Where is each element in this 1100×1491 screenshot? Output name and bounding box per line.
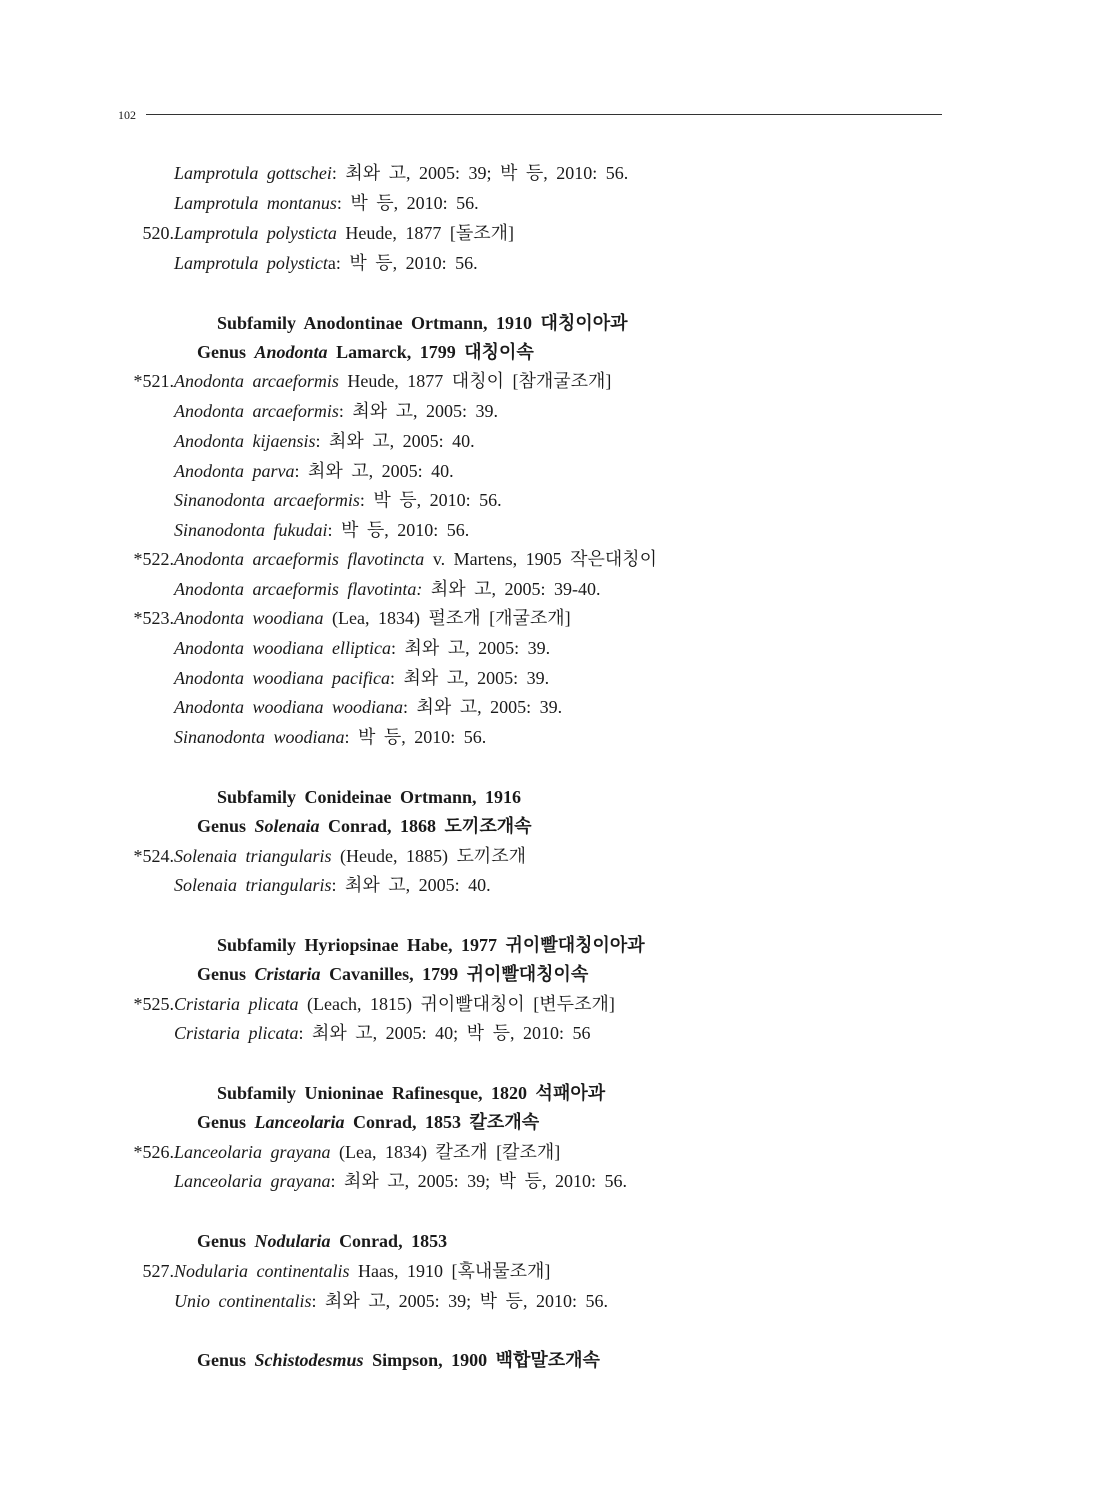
synonym-line — [174, 578, 600, 600]
taxon-name: Nodularia — [254, 1231, 331, 1251]
citation-text: Subfamily Hyriopsinae Habe, 1977 귀이빨대칭이아과 — [217, 935, 645, 955]
taxon-name: Sinanodonta arcaeformis — [174, 490, 360, 510]
citation-text: : 최와 고, 2005: 39. — [338, 401, 498, 421]
species-entry — [113, 993, 615, 1015]
genus-heading — [197, 963, 588, 985]
taxon-name: Solenaia — [254, 816, 320, 836]
taxon-name: Lamprotula montanus — [174, 193, 337, 213]
species-number: *524. — [133, 846, 174, 866]
citation-text: Subfamily Conideinae Ortmann, 1916 — [217, 787, 522, 807]
citation-text: : 최와 고, 2005: 40; 박 등, 2010: 56 — [298, 1023, 591, 1043]
taxon-name: Nodularia continentalis — [174, 1261, 350, 1281]
citation-text: Genus — [197, 1350, 255, 1370]
taxon-name: Cristaria plicata — [174, 1023, 299, 1043]
synonym-line — [174, 696, 562, 718]
citation-text: Genus — [197, 964, 255, 984]
synonym-line — [174, 726, 486, 748]
synonym-line — [174, 1022, 590, 1044]
species-number: *521. — [133, 371, 174, 391]
taxon-name: Anodonta arcaeformis flavotincta — [174, 549, 425, 569]
citation-text: Conrad, 1853 — [330, 1231, 448, 1251]
synonym-line — [174, 519, 469, 541]
species-entry — [113, 548, 657, 570]
taxon-name: Anodonta woodiana elliptica — [174, 638, 391, 658]
taxon-name: Anodonta woodiana woodiana — [174, 697, 404, 717]
synonym-line — [174, 252, 478, 274]
taxon-name: Lamprotula polystict — [174, 253, 328, 273]
citation-text: : 최와 고, 2005: 40. — [331, 875, 491, 895]
citation-text: : 최와 고, 2005: 40. — [294, 461, 454, 481]
synonym-line — [174, 489, 502, 511]
citation-text: Genus — [197, 1112, 255, 1132]
genus-heading — [197, 815, 532, 837]
synonym-line — [174, 874, 491, 896]
subfamily-heading — [217, 312, 628, 334]
taxon-name: Anodonta arcaeformis flavotinta: — [174, 579, 423, 599]
synonym-line — [174, 1170, 627, 1192]
species-number: *525. — [133, 994, 174, 1014]
species-number: *523. — [133, 608, 174, 628]
page-number: 102 — [118, 108, 136, 122]
taxon-name: Solenaia triangularis — [174, 846, 332, 866]
synonym-line — [174, 400, 498, 422]
species-entry — [113, 1260, 550, 1282]
citation-text: Haas, 1910 [혹내물조개] — [349, 1261, 551, 1281]
taxon-name: Lanceolaria grayana — [174, 1171, 331, 1191]
citation-text: Conrad, 1868 도끼조개속 — [319, 816, 532, 836]
citation-text: : 최와 고, 2005: 40. — [315, 431, 475, 451]
synonym-line — [174, 637, 550, 659]
taxon-name: Sinanodonta woodiana — [174, 727, 345, 747]
citation-text: Lamarck, 1799 대칭이속 — [327, 342, 534, 362]
citation-text: : 최와 고, 2005: 39; 박 등, 2010: 56. — [330, 1171, 627, 1191]
synonym-line — [174, 162, 628, 184]
taxon-name: Solenaia triangularis — [174, 875, 332, 895]
citation-text: (Lea, 1834) 칼조개 [칼조개] — [330, 1142, 561, 1162]
citation-text: : 최와 고, 2005: 39; 박 등, 2010: 56. — [311, 1291, 608, 1311]
genus-heading — [197, 1349, 600, 1371]
genus-heading — [197, 1230, 447, 1252]
citation-text: Conrad, 1853 칼조개속 — [344, 1112, 540, 1132]
synonym-line — [174, 192, 479, 214]
taxon-name: Lamprotula gottschei — [174, 163, 332, 183]
subfamily-heading — [217, 934, 645, 956]
citation-text: : 최와 고, 2005: 39. — [391, 638, 551, 658]
page-header — [118, 105, 942, 125]
citation-text: Genus — [197, 1231, 255, 1251]
species-number: *526. — [133, 1142, 174, 1162]
citation-text: : 최와 고, 2005: 39. — [389, 668, 550, 688]
citation-text: (Heude, 1885) 도끼조개 — [331, 846, 527, 866]
subfamily-heading — [217, 786, 521, 808]
citation-text: Heude, 1877 [돌조개] — [336, 223, 514, 243]
species-entry — [113, 370, 611, 392]
citation-text: Cavanilles, 1799 귀이빨대칭이속 — [320, 964, 589, 984]
synonym-line — [174, 460, 454, 482]
taxon-name: Unio continentalis — [174, 1291, 312, 1311]
taxon-name: Cristaria — [254, 964, 321, 984]
citation-text: Subfamily Anodontinae Ortmann, 1910 대칭이아과 — [217, 313, 628, 333]
taxon-name: Anodonta woodiana — [174, 608, 324, 628]
citation-text: : 박 등, 2010: 56. — [359, 490, 502, 510]
taxon-name: Schistodesmus — [254, 1350, 364, 1370]
taxon-name: Lanceolaria grayana — [174, 1142, 331, 1162]
genus-heading — [197, 341, 534, 363]
taxon-name: Anodonta woodiana pacifica — [174, 668, 390, 688]
species-entry — [113, 222, 514, 244]
species-entry — [113, 607, 571, 629]
taxon-name: Anodonta parva — [174, 461, 295, 481]
species-number: 520. — [142, 223, 174, 243]
taxon-name: Lamprotula polysticta — [174, 223, 337, 243]
taxon-name: Anodonta arcaeformis — [174, 401, 339, 421]
citation-text: Genus — [197, 816, 255, 836]
header-rule — [146, 114, 942, 115]
synonym-line — [174, 1290, 608, 1312]
synonym-line — [174, 430, 475, 452]
synonym-line — [174, 667, 549, 689]
citation-text: : 최와 고, 2005: 39. — [403, 697, 563, 717]
genus-heading — [197, 1111, 539, 1133]
taxon-name: Lanceolaria — [254, 1112, 345, 1132]
species-number: 527. — [142, 1261, 174, 1281]
subfamily-heading — [217, 1082, 605, 1104]
taxon-name: Anodonta kijaensis — [174, 431, 316, 451]
citation-text: : 최와 고, 2005: 39; 박 등, 2010: 56. — [331, 163, 629, 183]
species-number: *522. — [133, 549, 174, 569]
taxon-name: Anodonta — [254, 342, 328, 362]
citation-text: Subfamily Unioninae Rafinesque, 1820 석패아과 — [217, 1083, 606, 1103]
taxon-name: Cristaria plicata — [174, 994, 299, 1014]
species-entry — [113, 1141, 560, 1163]
citation-text: Genus — [197, 342, 255, 362]
citation-text: v. Martens, 1905 작은대칭이 — [424, 549, 658, 569]
citation-text: (Lea, 1834) 펄조개 [개굴조개] — [323, 608, 571, 628]
citation-text: a: 박 등, 2010: 56. — [327, 253, 478, 273]
citation-text: : 박 등, 2010: 56. — [344, 727, 487, 747]
taxon-name: Anodonta arcaeformis — [174, 371, 339, 391]
species-entry — [113, 845, 526, 867]
citation-text: Heude, 1877 대칭이 [참개굴조개] — [338, 371, 612, 391]
citation-text: : 박 등, 2010: 56. — [336, 193, 479, 213]
citation-text: Simpson, 1900 백합말조개속 — [363, 1350, 600, 1370]
citation-text: 최와 고, 2005: 39-40. — [422, 579, 601, 599]
citation-text: : 박 등, 2010: 56. — [327, 520, 470, 540]
taxon-name: Sinanodonta fukudai — [174, 520, 328, 540]
citation-text: (Leach, 1815) 귀이빨대칭이 [변두조개] — [298, 994, 615, 1014]
